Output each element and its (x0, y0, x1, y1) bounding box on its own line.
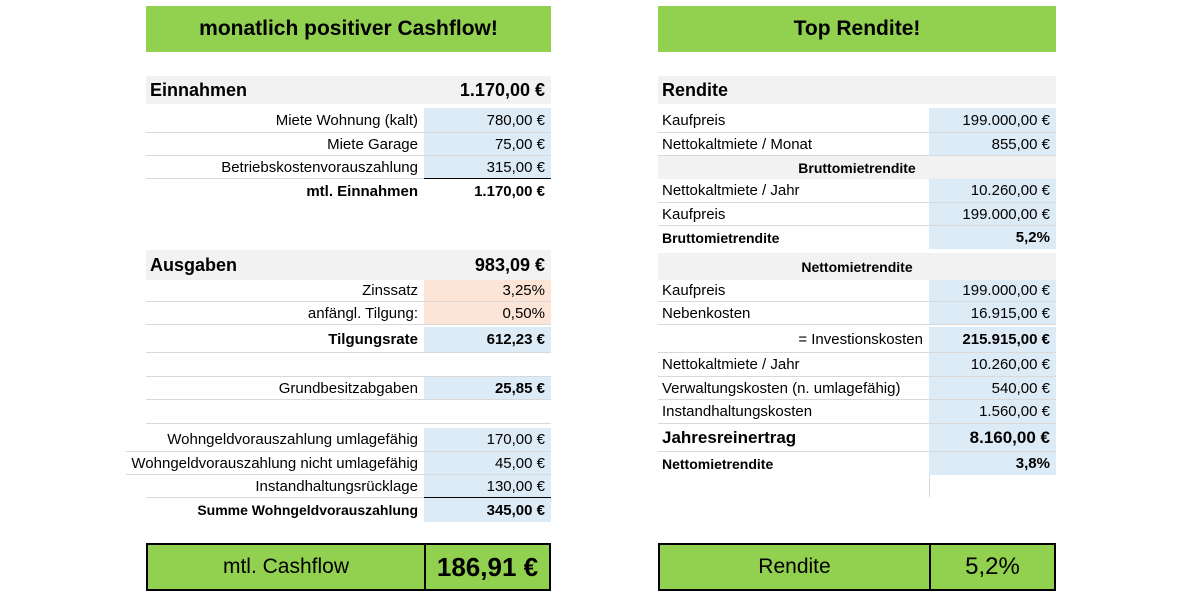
jahresreinertrag-value: 8.160,00 € (929, 424, 1056, 452)
instandhaltungskosten-label: Instandhaltungskosten (658, 400, 929, 424)
brutto-nkm-jahr-label: Nettokaltmiete / Jahr (658, 179, 929, 203)
summe-wohngeld-value: 345,00 € (424, 498, 551, 522)
rendite-label-box (658, 543, 931, 591)
instandhaltungsruecklage-value: 130,00 € (424, 475, 551, 498)
miete-wohnung-value: 780,00 € (424, 108, 551, 133)
cashflow-banner-text: monatlich positiver Cashflow! (199, 17, 498, 40)
tilgung-label: anfängl. Tilgung: (146, 302, 424, 325)
brutto-nkm-jahr-value: 10.260,00 € (929, 179, 1056, 203)
nebenkosten-value: 16.915,00 € (929, 302, 1056, 325)
miete-garage-label: Miete Garage (146, 133, 424, 156)
rendite-value-box (929, 543, 1056, 591)
nettomietrendite-label: Nettomietrendite (662, 455, 774, 472)
wohngeld-nicht-umlagefaehig-value: 45,00 € (424, 452, 551, 475)
nkm-monat-label: Nettokaltmiete / Monat (658, 133, 929, 156)
bruttomietrendite-heading: Bruttomietrendite (658, 156, 1056, 179)
grundbesitz-label: Grundbesitzabgaben (146, 377, 424, 400)
nettomietrendite-value: 3,8% (929, 452, 1056, 475)
betriebskosten-label: Betriebskostenvorauszahlung (146, 156, 424, 179)
betriebskosten-value: 315,00 € (424, 156, 551, 179)
netto-kaufpreis-value: 199.000,00 € (929, 280, 1056, 302)
bruttomietrendite-label: Bruttomietrendite (662, 229, 780, 246)
mtl-einnahmen-label: mtl. Einnahmen (306, 182, 418, 200)
instandhaltungskosten-value: 1.560,00 € (929, 400, 1056, 424)
kaufpreis-value: 199.000,00 € (929, 108, 1056, 133)
investionskosten-label: = Investionskosten (658, 327, 929, 353)
instandhaltungsruecklage-label: Instandhaltungsrücklage (146, 475, 424, 498)
zinssatz-value: 3,25% (424, 280, 551, 302)
mtl-einnahmen-value: 1.170,00 € (474, 182, 545, 200)
rendite-banner-text: Top Rendite! (793, 17, 921, 40)
tilgung-value: 0,50% (424, 302, 551, 325)
einnahmen-total: 1.170,00 € (424, 76, 551, 104)
miete-wohnung-label: Miete Wohnung (kalt) (146, 108, 424, 133)
grundbesitz-value: 25,85 € (424, 377, 551, 400)
miete-garage-value: 75,00 € (424, 133, 551, 156)
wohngeld-nicht-umlagefaehig-label: Wohngeldvorauszahlung nicht umlagefähig (126, 452, 424, 475)
spacer-row (146, 353, 551, 377)
spacer-row (146, 400, 551, 424)
zinssatz-label: Zinssatz (146, 280, 424, 302)
grid-line (929, 475, 930, 497)
wohngeld-umlagefaehig-value: 170,00 € (424, 428, 551, 452)
rendite-value: 5,2% (965, 553, 1020, 580)
rendite-title: Rendite (658, 76, 1056, 104)
cashflow-label: mtl. Cashflow (222, 555, 350, 578)
cashflow-label-box (146, 543, 426, 591)
cashflow-value: 186,91 € (436, 551, 539, 582)
netto-nkm-jahr-value: 10.260,00 € (929, 353, 1056, 377)
einnahmen-title: Einnahmen (146, 76, 424, 104)
tilgungsrate-value: 612,23 € (424, 327, 551, 353)
ausgaben-title: Ausgaben (146, 250, 424, 280)
bruttomietrendite-value: 5,2% (929, 226, 1056, 249)
netto-nkm-jahr-label: Nettokaltmiete / Jahr (658, 353, 929, 377)
wohngeld-umlagefaehig-label: Wohngeldvorauszahlung umlagefähig (126, 428, 424, 452)
summe-wohngeld-label: Summe Wohngeldvorauszahlung (197, 502, 418, 518)
verwaltungskosten-value: 540,00 € (929, 377, 1056, 400)
cashflow-value-box (424, 543, 551, 591)
nkm-monat-value: 855,00 € (929, 133, 1056, 156)
verwaltungskosten-label: Verwaltungskosten (n. umlagefähig) (658, 377, 929, 400)
netto-kaufpreis-label: Kaufpreis (658, 280, 929, 302)
brutto-kaufpreis-label: Kaufpreis (658, 203, 929, 226)
tilgungsrate-label: Tilgungsrate (146, 327, 424, 353)
investionskosten-value: 215.915,00 € (929, 327, 1056, 353)
jahresreinertrag-label: Jahresreinertrag (658, 424, 929, 452)
ausgaben-total: 983,09 € (424, 250, 551, 280)
nebenkosten-label: Nebenkosten (658, 302, 929, 325)
cashflow-banner (146, 6, 551, 52)
kaufpreis-label: Kaufpreis (658, 108, 929, 133)
rendite-banner (658, 6, 1056, 52)
brutto-kaufpreis-value: 199.000,00 € (929, 203, 1056, 226)
rendite-label: Rendite (758, 555, 831, 578)
nettomietrendite-heading: Nettomietrendite (658, 253, 1056, 280)
